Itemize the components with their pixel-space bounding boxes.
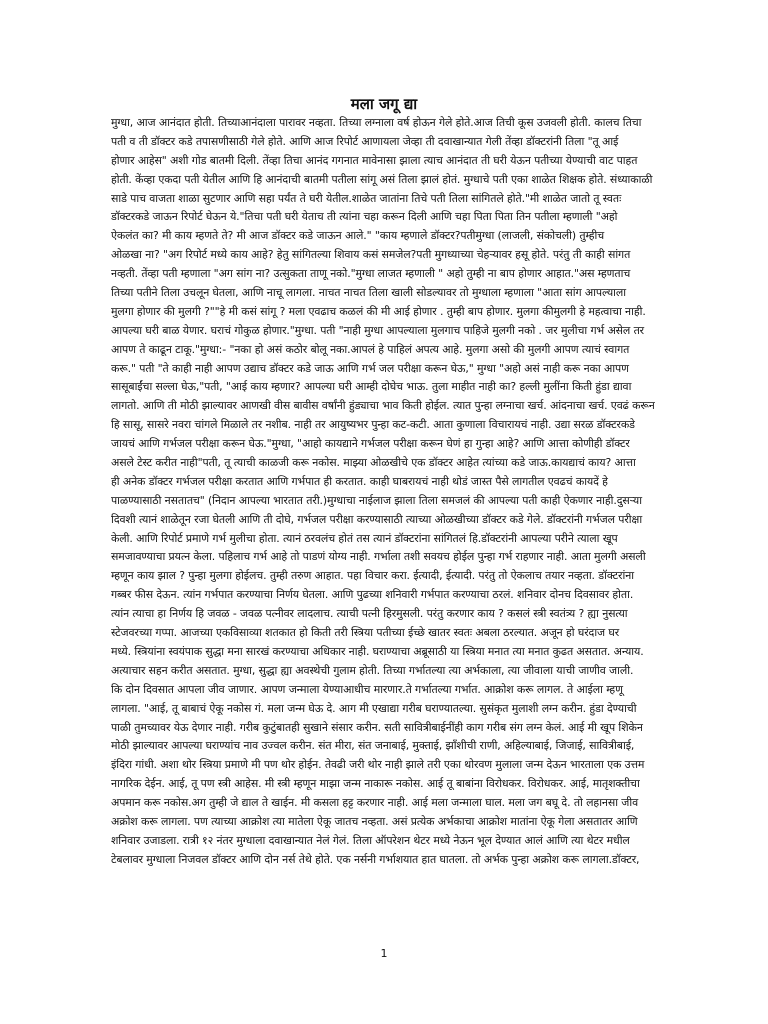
text-line: शनिवार उजाडला. रात्री १२ नंतर मुग्धाला दवाखान्यात नेलं गेलं. तिला ऑपरेशन थेटर मध्ये नेऊन भूल देण्यात आलं आणि त्या थेटर मधील [111,833,630,847]
text-line: जायचं आणि गर्भजल परीक्षा करून घेऊ."मुग्धा, "आहो कायद्याने गर्भजल परीक्षा करून घेणं हा गुन्हा आहे? आणि आत्ता कोणीही डॉक्टर [111,437,630,451]
text-line: आपल्या घरी बाळ येणार. घराचं गोकुळ होणार."मुग्धा. पती "नाही मुग्धा आपल्याला मुलगाच पाहिजे मुलगी नको . जर मुलीचा गर्भ असेल तर [111,323,645,337]
text-line: अक्रोश करू लागला. पण त्याच्या आक्रोश त्या मातेला ऐकू जातच नव्हता. असं प्रत्येक अर्भकाचा आक्रोश मातांना ऐकू गेला असतातर आणि [111,814,638,828]
text-line: केली. आणि रिपोर्ट प्रमाणे गर्भ मुलीचा होता. त्यानं ठरवलंच होतं तस त्यानं डॉक्टरांना सांगितलं हि.डॉक्टरांनी आपल्या परीने त्याला खूप [111,531,618,545]
text-line: हि सासू, सासरे नवरा चांगले मिळाले तर नशीब. नाही तर आयुष्यभर पुन्हा कट-कटी. आता कुणाला विचारायचं नाही. उद्या सरळ डॉक्टरकडे [111,418,635,432]
text-line: ऐकलंत का? मी काय म्हणते ते? मी आज डॉक्टर कडे जाऊन आले." "काय म्हणाले डॉक्टर?पतीमुग्धा (लाजली, संकोचली) तुम्हीच [111,229,605,243]
text-line: टेबलावर मुग्धाला निजवल डॉक्टर आणि दोन नर्स तेथे होते. एक नर्सनी गर्भाशयात हात घातला. तो अर्भक पुन्हा अक्रोश करू लागला.डॉक्टर, [111,852,640,866]
text-line: पती व ती डॉक्टर कडे तपासणीसाठी गेले होते. आणि आज रिपोर्ट आणायला जेव्हा ती दवाखान्यात गेली तेंव्हा डॉक्टरांनी तिला "तू आई [111,134,619,148]
text-line: म्हणून काय झाल ? पुन्हा मुलगा होईलच. तुम्ही तरुण आहात. पहा विचार करा. ईत्यादी, ईत्यादी. परंतु तो ऐकलाच तयार नव्हता. डॉक्टरांना [111,569,634,583]
text-line: त्यांन त्याचा हा निर्णय हि जवळ - जवळ पत्नीवर लादलाच. त्याची पत्नी हिरमुसली. परंतु करणार काय ? कसलं स्त्री स्वतंत्र्य ? ह्या नुसत्या [111,607,628,621]
text-line: दिवशी त्यानं शाळेतून रजा घेतली आणि ती दोघे, गर्भजल परीक्षा करण्यासाठी त्याच्या ओळखीच्या डॉक्टर कडे गेले. डॉक्टरांनी गर्भजल परीक्षा [111,512,643,526]
text-line: नागरिक देईन. आई, तू पण स्त्री आहेस. मी स्त्री म्हणून माझा जन्म नाकारू नकोस. आई तू बाबांना विरोधकर. विरोधकर. आई, मातृशक्तीचा [111,777,640,791]
text-line: ही अनेक डॉक्टर गर्भजल परीक्षा करतात आणि गर्भपात ही करतात. काही घाबरायचं नाही थोडं जास्त पैसे लागतील एवढचं कायदें हे [111,474,608,488]
text-line: कि दोन दिवसात आपला जीव जाणार. आपण जन्माला येण्याआधीच मारणार.ते गर्भातल्या गर्भात. आक्रोश करू लागल. ते आईला म्हणू [111,682,623,696]
text-line: पाळी तुमच्यावर येऊ देणार नाही. गरीब कुटुंबातही सुखाने संसार करीन. सती सावित्रीबाईनींही काग गरीब संग लग्न केलं. आई मी खूप शिकेन [111,720,643,734]
text-line: करू." पती "ते काही नाही आपण उद्याच डॉक्टर कडे जाऊ आणि गर्भ जल परीक्षा करून घेऊ," मुग्धा "अहो असं नाही करू नका आपण [111,361,629,375]
text-line: मोठी झाल्यावर आपल्या घराण्यांच नाव उज्वल करीन. संत मीरा, संत जनाबाई, मुक्ताई, झाँशीची राणी, अहिल्याबाई, जिजाई, सावित्रीबाई, [111,739,635,753]
text-line: मुग्धा, आज आनंदात होती. तिच्याआनंदाला पारावर नव्हता. तिच्या लग्नाला वर्ष होऊन गेले होते.आज तिची कूस उजवली होती. कालच तिचा [111,116,642,129]
text-line: आपण ते काढून टाकू."मुग्धा:- "नका हो असं कठोर बोलू नका.आपलं हे पाहिलं अपत्य आहे. मुलगा असो की मुलगी आपण त्याचं स्वागत [111,342,630,356]
text-line: अत्याचार सहन करीत असतात. मुग्धा, सुद्धा ह्या अवस्थेची गुलाम होती. तिच्या गर्भातल्या त्या अर्भकाला, त्या जीवाला याची जाणीव जाली. [111,663,634,677]
text-line: लागतो. आणि ती मोठी झाल्यावर आणखी वीस बावीस वर्षांनी हुंड्याचा भाव किती होईल. त्यात पुन्हा लग्नाचा खर्च. आंदनाचा खर्च. एवढं करून [111,399,655,413]
text-line: मध्ये. स्त्रियांना स्वयंपाक सुद्धा मना सारखं करण्याचा अधिकार नाही. घराण्याचा अब्रूसाठी या स्त्रिया मनात त्या मनात कुढत असतात. अन्याय. [111,644,644,658]
page-title: मला जगू द्या [350,95,418,113]
text-line: समजावण्याचा प्रयत्न केला. पहिलाच गर्भ आहे तो पाडणं योग्य नाही. गर्भाला तशी सवयच होईल पुन्हा गर्भ राहणार नाही. आता मुलगी असली [111,550,646,564]
text-line: असले टेस्ट करीत नाही"पती, तू त्याची काळजी करू नकोस. माझ्या ओळखीचे एक डॉक्टर आहेत त्यांच्या कडे जाऊ.कायद्याचं काय? आत्ता [111,456,636,470]
text-line: साडे पाच वाजता शाळा सुटणार आणि सहा पर्यंत ते घरी येतील.शाळेत जातांना तिचे पती तिला सांगितले होते."मी शाळेत जातो तू स्वतः [111,191,622,205]
text-line: इंदिरा गांधी. अशा थोर स्त्रिया प्रमाणे मी पण थोर होईन. तेवढी जरी थोर नाही झाले तरी एका थोरवण मुलाला जन्म देऊन भारताला एक उत्तम [111,758,645,772]
page-number: 1 [380,947,388,960]
text-line: तिच्या पतीने तिला उचलून घेतला, आणि नाचू लागला. नाचत नाचत तिला खाली सोडल्यावर तो मुग्धाला म्हणाला "आता सांग आपल्याला [111,286,627,300]
text-line: गब्बर फीस देऊन. त्यांन गर्भपात करण्याचा निर्णय घेतला. आणि पुढच्या शनिवारी गर्भपात करण्याचा ठरलं. शनिवार दोनच दिवसावर होता. [111,588,634,602]
text-line: अपमान करू नकोस.अग तुम्ही जे द्याल ते खाईन. मी कसला हट्ट करणार नाही. आई मला जन्माला घाल. मला जग बघू दे. तो लहानसा जीव [111,796,639,810]
text-line: नव्हती. तेंव्हा पती म्हणाला "अग सांग ना? उत्सुकता ताणू नको."मुग्धा लाजत म्हणाली " अहो तुम्ही ना बाप होणार आहात."अस म्हणताच [111,267,631,281]
text-line: होती. केंव्हा एकदा पती येतील आणि हि आनंदाची बातमी पतीला सांगू असं तिला झालं होतं. मुग्धाचे पती एका शाळेत शिक्षक होते. संध्याकाळी [111,172,653,186]
body-text [111,114,681,870]
text-line: मुलगा होणार की मुलगी ?""हे मी कसं सांगू ? मला एवढाच कळलं की मी आई होणार . तुम्ही बाप होणार. मुलगा कीमुलगी हे महत्वाचा नाही. [111,304,646,318]
text-line: स्टेजवरच्या गप्पा. आजच्या एकविसाव्या शतकात हो किती तरी स्त्रिया पतीच्या ईच्छे खातर स्वतः अबला ठरल्यात. अजून हो घरंदाज घर [111,626,620,640]
text-line: लागला. "आई, तू बाबाचं ऐकू नकोस गं. मला जन्म घेऊ दे. आग मी एखाद्या गरीब घराण्यातल्या. सुसंकृत मुलाशी लग्न करीन. हुंडा देण्याची [111,701,637,715]
text-line: डॉक्टरकडे जाऊन रिपोर्ट घेऊन ये."तिचा पती घरी येताच ती त्यांना चहा करून दिली आणि चहा पिता पिता तिन पतीला म्हणाली "अहो [111,210,618,224]
text-line: सासूबाईंचा सल्ला घेऊ,"पती, "आई काय म्हणार? आपल्या घरी आम्ही दोघेच भाऊ. तुला माहीत नाही का? हल्ली मुलींना किती हुंडा द्यावा [111,380,632,394]
text-line: ओळखा ना? "अग रिपोर्ट मध्ये काय आहे? हेतु सांगितल्या शिवाय कसं समजेल?पती मुगध्याच्या चेहऱ्यावर हसू होते. परंतु ती काही सांगत [111,248,631,262]
text-line: पाळण्यासाठी नसतातच" (निदान आपल्या भारतात तरी.)मुग्धाचा नाईलाज झाला तिला समजलं की आपल्या पती काही ऐकणार नाही.दुसऱ्या [111,493,642,507]
text-line: होणार आहेस" अशी गोड बातमी दिली. तेंव्हा तिचा आनंद गगनात मावेनासा झाला त्याच आनंदात ती घरी येऊन पतीच्या येण्याची वाट पाहत [111,153,638,167]
